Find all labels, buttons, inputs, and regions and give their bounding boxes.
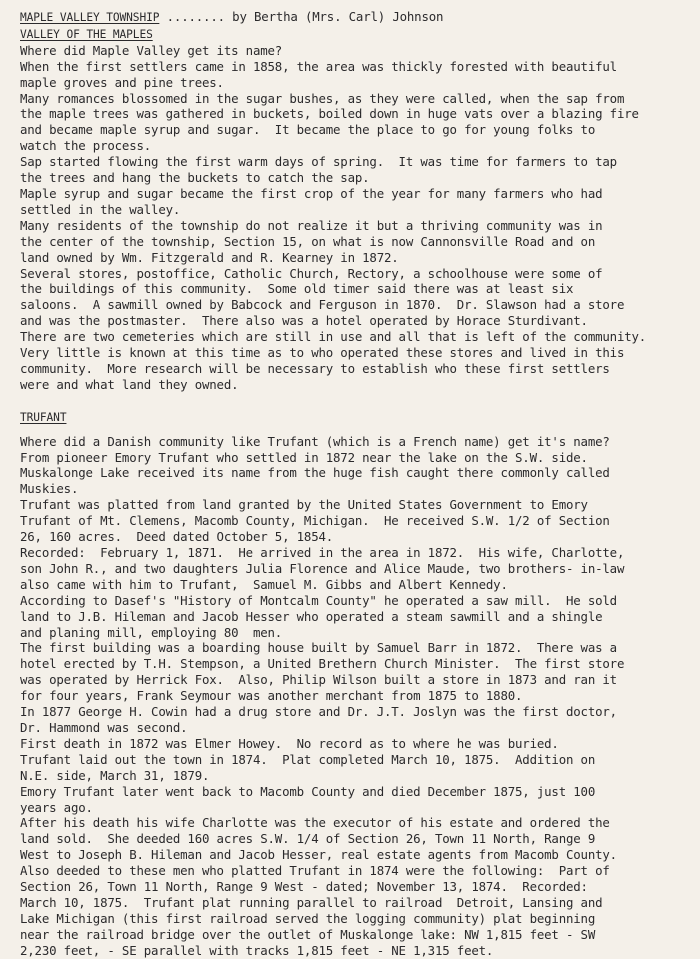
text-line: also came with him to Trufant, Samuel M. Gibbs and Albert Kennedy.	[20, 576, 508, 592]
text-line: From pioneer Emory Trufant who settled in 1872 near the lake on the S.W. side.	[20, 449, 588, 465]
section-heading-trufant	[20, 409, 694, 426]
text-line: When the first settlers came in 1858, the area was thickly forested with beautiful	[20, 58, 617, 74]
text-line: hotel erected by T.H. Stempson, a United Brethern Church Minister. The first store	[20, 656, 625, 672]
text-line: Many residents of the township do not realize it but a thriving community was in	[20, 217, 603, 233]
text-line: Trufant of Mt. Clemens, Macomb County, Michigan. He received S.W. 1/2 of Section	[20, 513, 610, 529]
text-line: March 10, 1875. Trufant plat running parallel to railroad Detroit, Lansing and	[20, 894, 603, 910]
text-line: There are two cemeteries which are still in use and all that is left of the community.	[20, 329, 647, 345]
text-line: Also deeded to these men who platted Trufant in 1874 were the following: Part of	[20, 863, 610, 879]
valley-body	[20, 43, 694, 393]
text-line: near the railroad bridge over the outlet of Muskalonge lake: NW 1,815 feet - SW	[20, 926, 596, 942]
text-line: 26, 160 acres. Deed dated October 5, 1854.	[20, 529, 334, 545]
text-line: After his death his wife Charlotte was the executor of his estate and ordered the	[20, 815, 610, 831]
text-line: N.E. side, March 31, 1879.	[20, 767, 210, 783]
text-line: and became maple syrup and sugar. It became the place to go for young folks to	[20, 122, 596, 138]
trufant-body	[20, 434, 694, 959]
text-line: was operated by Herrick Fox. Also, Philip Wilson built a store in 1873 and ran it	[20, 672, 617, 688]
section-spacer	[20, 393, 694, 409]
text-line: the trees and hang the buckets to catch the sap.	[20, 170, 370, 186]
header-line	[20, 9, 694, 26]
text-line: Trufant was platted from land granted by the United States Government to Emory	[20, 497, 588, 513]
valley-heading-text: VALLEY OF THE MAPLES	[20, 27, 153, 41]
text-line: Muskies.	[20, 481, 79, 497]
text-line: the center of the township, Section 15, on what is now Cannonsville Road and on	[20, 233, 596, 249]
text-line: In 1877 George H. Cowin had a drug store and Dr. J.T. Joslyn was the first doctor,	[20, 704, 617, 720]
text-line: According to Dasef's "History of Montcalm County" he operated a saw mill. He sold	[20, 592, 617, 608]
text-line: land to J.B. Hileman and Jacob Hesser who operated a steam sawmill and a shingle	[20, 608, 603, 624]
text-line: The first building was a boarding house built by Samuel Barr in 1872. There was a	[20, 640, 617, 656]
text-line: land sold. She deeded 160 acres S.W. 1/4 of Section 26, Town 11 North, Range 9	[20, 831, 596, 847]
text-line: settled in the walley.	[20, 201, 181, 217]
text-line: years ago.	[20, 799, 93, 815]
text-line: the buildings of this community. Some old timer said there was at least six	[20, 281, 574, 297]
heading-spacer	[20, 426, 694, 434]
text-line: and was the postmaster. There also was a hotel operated by Horace Sturdivant.	[20, 313, 588, 329]
text-line: Where did Maple Valley get its name?	[20, 42, 283, 58]
text-line: Section 26, Town 11 North, Range 9 West - dated; November 13, 1874. Recorded:	[20, 879, 588, 895]
author-byline: by Bertha (Mrs. Carl) Johnson	[232, 9, 444, 24]
text-line: Sap started flowing the first warm days of spring. It was time for farmers to tap	[20, 154, 617, 170]
text-line: Emory Trufant later went back to Macomb County and died December 1875, just 100	[20, 783, 596, 799]
text-line: maple groves and pine trees.	[20, 74, 224, 90]
text-line: were and what land they owned.	[20, 376, 239, 392]
text-line: community. More research will be necessary to establish who these first settlers	[20, 360, 610, 376]
text-line: Where did a Danish community like Trufant (which is a French name) get it's name?	[20, 433, 610, 449]
text-line: son John R., and two daughters Julia Florence and Alice Maude, two brothers- in-law	[20, 560, 625, 576]
text-line: saloons. A sawmill owned by Babcock and Ferguson in 1870. Dr. Slawson had a store	[20, 297, 625, 313]
trufant-heading-text: TRUFANT	[20, 410, 67, 424]
text-line: Recorded: February 1, 1871. He arrived in the area in 1872. His wife, Charlotte,	[20, 545, 625, 560]
text-line: land owned by Wm. Fitzgerald and R. Kearney in 1872.	[20, 249, 399, 265]
text-line: West to Joseph B. Hileman and Jacob Hesser, real estate agents from Macomb County.	[20, 847, 617, 863]
section-heading-valley	[20, 26, 694, 43]
text-line: Maple syrup and sugar became the first crop of the year for many farmers who had	[20, 185, 603, 201]
title-leader-dots: ........	[159, 9, 233, 24]
text-line: First death in 1872 was Elmer Howey. No record as to where he was buried.	[20, 735, 559, 751]
text-line: Many romances blossomed in the sugar bushes, as they were called, when the sap from	[20, 90, 625, 106]
text-line: 2,230 feet, - SE parallel with tracks 1,815 feet - NE 1,315 feet.	[20, 942, 494, 958]
text-line: Dr. Hammond was second.	[20, 719, 188, 735]
text-line: Very little is known at this time as to who operated these stores and lived in this	[20, 345, 625, 361]
document-title: MAPLE VALLEY TOWNSHIP	[20, 11, 160, 24]
text-line: and planing mill, employing 80 men.	[20, 624, 283, 640]
text-line: Several stores, postoffice, Catholic Church, Rectory, a schoolhouse were some of	[20, 265, 603, 281]
text-line: Trufant laid out the town in 1874. Plat completed March 10, 1875. Addition on	[20, 751, 596, 767]
text-line: Lake Michigan (this first railroad served the logging community) plat beginning	[20, 910, 596, 926]
text-line: the maple trees was gathered in buckets, boiled down in huge vats over a blazing fire	[20, 106, 639, 122]
text-line: watch the process.	[20, 138, 152, 154]
text-line: Muskalonge Lake received its name from the huge fish caught there commonly called	[20, 465, 610, 481]
text-line: for four years, Frank Seymour was another merchant from 1875 to 1880.	[20, 688, 523, 704]
